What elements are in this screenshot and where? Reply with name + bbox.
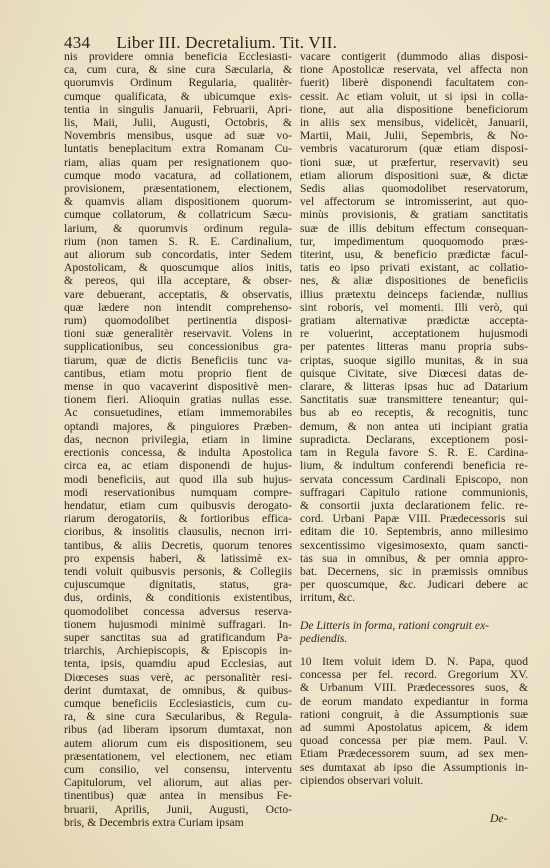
text-line: Sedis alias quomodolibet reservatorum, (300, 182, 528, 196)
text-line: super sanctitas sua ad gratificandum Pa- (64, 630, 292, 644)
catchword: De- (490, 812, 508, 825)
text-line: ra, & sine cura Sæcularibus, & Regula- (64, 710, 292, 724)
text-line: autem aliorum cum eis dispositionem, seu (64, 736, 292, 750)
text-line: nes, & aliæ dispositiones de beneficiis (300, 274, 528, 288)
text-line: tenta, ipsis, quamdiu apud Ecclesias, aut (64, 657, 292, 671)
text-line: cujuscumque dignitatis, status, gra- (64, 578, 292, 592)
text-line: tam in Regula favore S. R. E. Cardina- (300, 446, 528, 460)
text-line: concessa per fel. record. Gregorium XV. (300, 668, 528, 682)
text-line: vel affectorum se intromisserint, aut quo- (300, 195, 528, 209)
text-line: supradicta. Declarans, exceptionem posi- (300, 432, 528, 446)
right-column (300, 50, 528, 787)
text-line: luntatis beneplacitum extra Romanam Cu- (64, 142, 292, 156)
text-line: vare debuerant, acceptatis, & observatis, (64, 287, 292, 301)
text-line: lium, & indultum conferendi beneficia re- (300, 459, 528, 473)
text-line: etiam aliorum dispositioni suæ, & dictæ (300, 168, 528, 182)
text-line: quomodolibet concessa adversus reserva- (64, 604, 292, 618)
text-line: supplicationibus, seu concessionibus gra- (64, 340, 292, 354)
text-line: rationi congruit, à die Assumptionis suæ (300, 707, 528, 721)
text-line: tioni suæ generalitèr reservavit. Volens in (64, 327, 292, 341)
text-line: De Litteris in forma, rationi congruit ex- (300, 618, 490, 632)
text-line: pro expensis haberi, & latissimè ex- (64, 551, 292, 565)
text-line: tas sua in omnibus, & per omnia appro- (300, 551, 528, 565)
text-line: titerint, usu, & beneficio prædictæ facul- (300, 248, 528, 262)
running-title: Liber III. Decretalium. Tit. VII. (116, 33, 338, 52)
text-line: vembris vacaturorum (quæ etiam disposi- (300, 142, 528, 156)
text-line: in aliis sex mensibus, videlicèt, Januarii, (300, 116, 528, 130)
text-line: pediendis. (300, 631, 348, 645)
text-line: per patentes litteras manu propria subs- (300, 340, 528, 354)
text-line: cum consilio, vel consensu, interventu (64, 762, 292, 776)
text-line: dus, ordinis, & conditionis existentibus, (64, 591, 292, 605)
text-line: cioribus, & insolitis clausulis, necnon irri- (64, 525, 292, 539)
text-line: cessit. Ac etiam voluit, ut si ipsi in colla- (300, 89, 528, 103)
text-line: Sanctitatis suæ transmittere teneantur; qui- (300, 393, 528, 407)
text-line: sexcentissimo vigesimosexto, quam sancti- (300, 538, 528, 552)
text-line: tantibus, & aliis Decretis, quorum tenores (64, 538, 292, 552)
text-line: cantibus, etiam motu proprio fient de (64, 366, 292, 380)
text-line: & Urbanum VIII. Prædecessores suos, & (300, 681, 528, 695)
text-line: tioni suæ, ut præfertur, reservavit) seu (300, 155, 528, 169)
text-line: Capitulorum, vel aliorum, aut alias per- (64, 776, 292, 790)
text-line: larium, & quorumvis ordinum regula- (64, 221, 292, 235)
text-line: rum) quomodolibet pertinentia disposi- (64, 314, 292, 328)
text-line: modi reservationibus numquam compre- (64, 485, 292, 499)
text-line: tentia in singulis Januarii, Februarii, Apri- (64, 102, 292, 116)
text-line: præsentationem, vel electionem, nec etiam (64, 749, 292, 763)
text-line: cord. Urbani Papæ VIII. Prædecessoris sui (300, 512, 528, 526)
text-line: Diœceses suas verè, ac personalitèr resi- (64, 670, 292, 684)
text-line: tione, aut alia dispositione beneficiorum (300, 102, 528, 116)
text-line: cumque beneficiis Ecclesiasticis, cum cu- (64, 696, 292, 710)
text-line: Martii, Maii, Julii, Sepembris, & No- (300, 129, 528, 143)
text-line: quæ lædere non intendit comprehenso- (64, 300, 292, 314)
text-line: das, necnon privilegia, etiam in limine (64, 432, 292, 446)
text-line: illius prætextu deinceps faciendæ, nullius (300, 287, 528, 301)
text-line: derint dumtaxat, de omnibus, & quibus- (64, 683, 292, 697)
text-line: optandi majores, & pinguiores Præben- (64, 419, 292, 433)
text-line: circa ea, ac etiam disponendi de hujus- (64, 459, 292, 473)
text-line: tendi voluit quibusvis personis, & Collegiis (64, 564, 292, 578)
section-heading (300, 619, 528, 645)
text-line: tinentibus) quæ antea in mensibus Fe- (64, 789, 292, 803)
text-line: quisque Civitate, sive Diœcesi datas de- (300, 366, 528, 380)
right-column-top-text (300, 50, 528, 605)
text-line: bris, & Decembris extra Curiam ipsam (64, 815, 244, 829)
page-number: 434 (64, 33, 91, 52)
text-line: cumque collatorum, & collatricum Sæcu- (64, 208, 292, 222)
text-line: de eorum mandato expediantur in forma (300, 694, 528, 708)
text-line: tur, impedimentum quoquomodo præs- (300, 234, 528, 248)
text-line: bruarii, Aprilis, Junii, Augusti, Octo- (64, 802, 292, 816)
text-line: gratiam alternativæ prædictæ accepta- (300, 314, 528, 328)
text-line: erectionis concessa, & indulta Apostolica (64, 446, 292, 460)
text-line: ribus (ad liberam ipsorum dumtaxat, non (64, 723, 292, 737)
text-line: cipiendos observari voluit. (300, 773, 424, 787)
text-line: ca, cum cura, & sine cura Sæcularia, & (64, 63, 292, 77)
text-line: Ac consuetudines, etiam immemorabiles (64, 406, 292, 420)
text-line: ad summi Apostolatus apicem, & idem (300, 720, 528, 734)
text-line: sint roboris, vel momenti. Illi verò, qui (300, 300, 528, 314)
text-line: aut aliorum sub concordatis, inter Sedem (64, 248, 292, 262)
text-line: re voluerint, acceptationem hujusmodi (300, 327, 528, 341)
text-line: nis providere omnia beneficia Ecclesiasti- (64, 50, 292, 63)
text-line: minùs provisionis, & gratiam sanctitatis (300, 208, 528, 222)
text-line: tiarum, quæ de dictis Beneficiis tunc va- (64, 353, 292, 367)
text-line: hendatur, etiam cum quibusvis derogato- (64, 498, 292, 512)
text-line: & consortii juxta declarationem felic. re- (300, 498, 528, 512)
text-line: bus ab eo receptis, & recognitis, tunc (300, 406, 528, 420)
text-line: provisionem, præsentationem, electionem, (64, 182, 292, 196)
text-line: per quoscumque, &c. Judicari debere ac (300, 578, 528, 592)
text-line: clarare, & litteras ipsas huc ad Datarium (300, 380, 528, 394)
text-line: modi beneficiis, aut quod illa sub hujus- (64, 472, 292, 486)
right-column-bottom-text (300, 655, 528, 787)
text-line: suffragari Capitulo ratione communionis, (300, 485, 528, 499)
text-line: tionem hujusmodi minimè suffragari. In- (64, 617, 292, 631)
text-line: vacare contigerit (dummodo alias disposi- (300, 50, 528, 63)
text-line: tione Apostolicæ reservata, vel affecta non (300, 63, 528, 77)
text-line: servata concessum Cardinali Episcopo, non (300, 472, 528, 486)
text-line: irritum, &c. (300, 591, 356, 605)
text-line: tionem fieri. Alioquin gratias nullas esse. (64, 393, 292, 407)
text-line: & quamvis aliam dispositionem quorum- (64, 195, 292, 209)
text-line: quoad concessa per piæ mem. Paul. V. (300, 734, 528, 748)
text-line: 10 Item voluit idem D. N. Papa, quod (300, 654, 528, 668)
text-line: & pereos, qui illa acceptare, & obser- (64, 274, 292, 288)
text-line: riam, alias quam per resignationem quo- (64, 155, 292, 169)
text-line: demum, & non antea uti incipiant gratia (300, 419, 528, 433)
text-line: fuerit) liberè disponendi facultatem con- (300, 76, 528, 90)
text-line: quorumvis Ordinum Regularia, qualitèr- (64, 76, 292, 90)
text-line: riarum derogatoriis, & fortioribus effica- (64, 512, 292, 526)
text-line: triarchis, Archiepiscopis, & Episcopis in- (64, 644, 292, 658)
text-line: cumque qualificata, & ubicumque exis- (64, 89, 292, 103)
left-column (64, 50, 292, 829)
text-line: Apostolicam, & quoscumque alios initis, (64, 261, 292, 275)
text-line: Etiam Prædecessorem suum, ad sex men- (300, 747, 528, 761)
text-line: cumque modo vacatura, ad collationem, (64, 168, 292, 182)
text-line: editam die 10. Septembris, anno millesimo (300, 525, 528, 539)
text-line: mense in quo vacaverint dispositivè men- (64, 380, 292, 394)
text-line: Novembris mensibus, usque ad suæ vo- (64, 129, 292, 143)
text-line: rium (non tamen S. R. E. Cardinalium, (64, 234, 292, 248)
text-line: bat. Decernens, sic in præmissis omnibus (300, 564, 528, 578)
text-line: lis, Maii, Julii, Augusti, Octobris, & (64, 116, 292, 130)
text-line: ses dumtaxat ab ipso die Assumptionis in- (300, 760, 528, 774)
text-line: tatis eo ipso privati existant, ac collatio- (300, 261, 528, 275)
text-line: criptas, suoque sigillo munitas, & in sua (300, 353, 528, 367)
text-line: suæ de illis debitum effectum consequan- (300, 221, 528, 235)
